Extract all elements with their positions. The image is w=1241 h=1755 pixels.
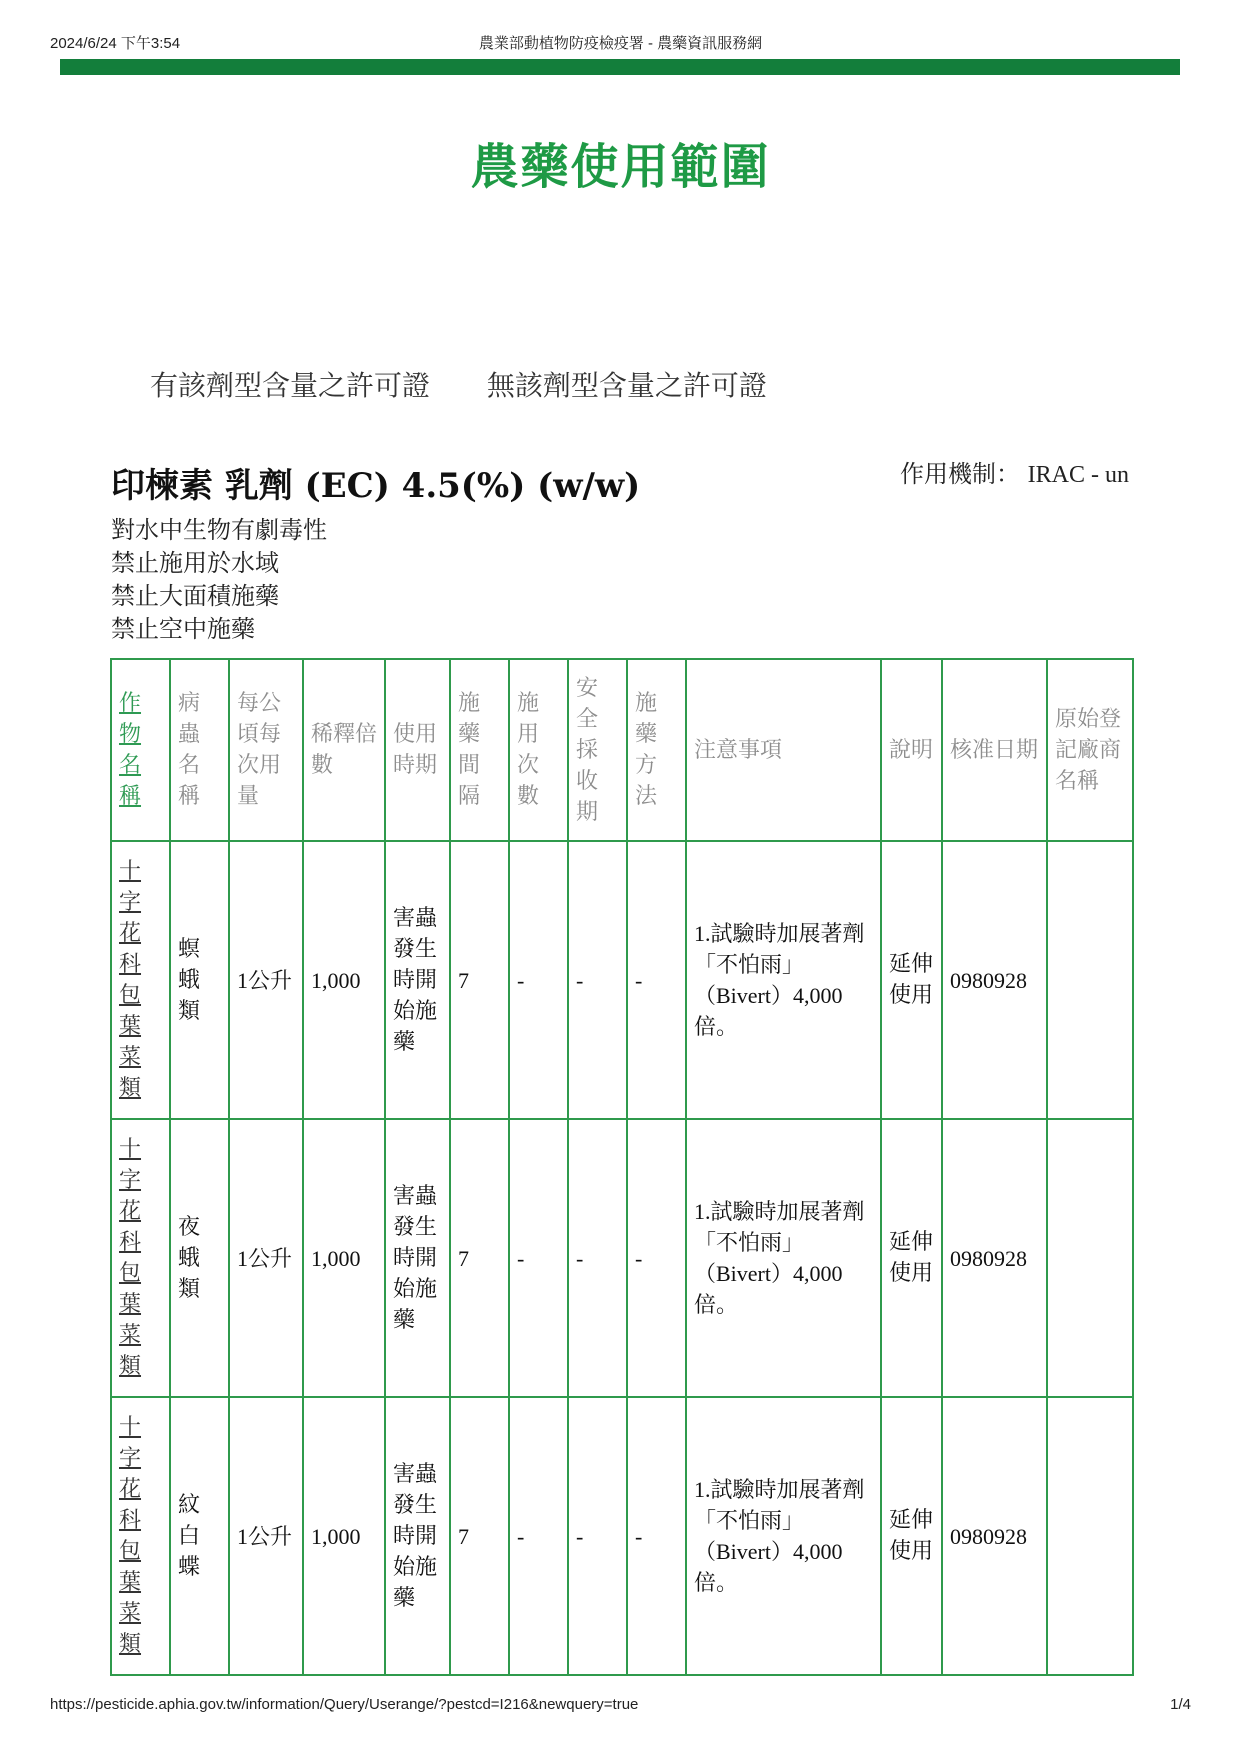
header-method: 施藥方法 (627, 659, 686, 841)
dosage-cell: 1公升 (229, 841, 303, 1119)
table-row (111, 841, 1133, 1119)
usage-table (110, 658, 1134, 1676)
notes-cell: 1.試驗時加展著劑「不怕雨」（Bivert）4,000倍。 (686, 1119, 881, 1397)
print-url: https://pesticide.aphia.gov.tw/information/Query/Userange/?pestcd=I216&newquery=true (50, 1696, 639, 1713)
dosage-cell: 1公升 (229, 1397, 303, 1675)
with-license-link[interactable]: 有該劑型含量之許可證 (150, 369, 431, 402)
registrant-cell (1047, 1397, 1133, 1675)
mechanism-label: 作用機制： (900, 460, 1021, 488)
dilution-cell: 1,000 (303, 1397, 385, 1675)
header-times: 施用次數 (509, 659, 568, 841)
header-pest: 病蟲名稱 (170, 659, 229, 841)
crop-link[interactable]: 十字花科包葉菜類 (111, 1397, 170, 1675)
dilution-cell: 1,000 (303, 841, 385, 1119)
warning-item: 禁止施用於水域 (111, 549, 279, 577)
header-registrant: 原始登記廠商名稱 (1047, 659, 1133, 841)
table-row (111, 1397, 1133, 1675)
header-dilution: 稀釋倍數 (303, 659, 385, 841)
method-cell: - (627, 841, 686, 1119)
warning-item: 禁止空中施藥 (111, 615, 255, 643)
without-license-link[interactable]: 無該劑型含量之許可證 (486, 369, 767, 402)
print-timestamp: 2024/6/24 下午3:54 (50, 35, 181, 52)
print-page-number: 1/4 (1170, 1696, 1191, 1713)
times-cell: - (509, 1397, 568, 1675)
approval-cell: 0980928 (942, 1119, 1047, 1397)
notes-cell: 1.試驗時加展著劑「不怕雨」（Bivert）4,000倍。 (686, 841, 881, 1119)
pest-cell: 螟蛾類 (170, 841, 229, 1119)
header-notes: 注意事項 (686, 659, 881, 841)
table-row (111, 1119, 1133, 1397)
times-cell: - (509, 841, 568, 1119)
approval-cell: 0980928 (942, 841, 1047, 1119)
timing-cell: 害蟲發生時開始施藥 (385, 1119, 450, 1397)
timing-cell: 害蟲發生時開始施藥 (385, 1397, 450, 1675)
remark-cell: 延伸使用 (881, 1119, 942, 1397)
harvest-cell: - (568, 1397, 627, 1675)
warning-list (111, 514, 327, 646)
header-approval: 核准日期 (942, 659, 1047, 841)
mechanism-info (900, 454, 1129, 489)
page-title: 農藥使用範圍 (470, 139, 771, 195)
timing-cell: 害蟲發生時開始施藥 (385, 841, 450, 1119)
crop-link[interactable]: 十字花科包葉菜類 (111, 1119, 170, 1397)
times-cell: - (509, 1119, 568, 1397)
remark-cell: 延伸使用 (881, 841, 942, 1119)
approval-cell: 0980928 (942, 1397, 1047, 1675)
crop-link[interactable]: 十字花科包葉菜類 (111, 841, 170, 1119)
pest-cell: 夜蛾類 (170, 1119, 229, 1397)
warning-item: 對水中生物有劇毒性 (111, 516, 327, 544)
dosage-cell: 1公升 (229, 1119, 303, 1397)
header-remark: 說明 (881, 659, 942, 841)
method-cell: - (627, 1397, 686, 1675)
interval-cell: 7 (450, 1397, 509, 1675)
pest-cell: 紋白蝶 (170, 1397, 229, 1675)
dilution-cell: 1,000 (303, 1119, 385, 1397)
interval-cell: 7 (450, 1119, 509, 1397)
registrant-cell (1047, 841, 1133, 1119)
header-banner-bar (60, 59, 1180, 75)
registrant-cell (1047, 1119, 1133, 1397)
product-name: 印楝素 乳劑 (EC) 4.5(%) (w/w) (111, 466, 641, 506)
license-filter-links (150, 364, 815, 404)
mechanism-value: IRAC - un (1027, 462, 1129, 488)
print-header (50, 32, 1191, 52)
interval-cell: 7 (450, 841, 509, 1119)
method-cell: - (627, 1119, 686, 1397)
harvest-cell: - (568, 1119, 627, 1397)
table-header-row (111, 659, 1133, 841)
remark-cell: 延伸使用 (881, 1397, 942, 1675)
warning-item: 禁止大面積施藥 (111, 582, 279, 610)
header-harvest: 安全採收期 (568, 659, 627, 841)
header-crop[interactable]: 作物名稱 (111, 659, 170, 841)
header-interval: 施藥間隔 (450, 659, 509, 841)
harvest-cell: - (568, 841, 627, 1119)
print-page-title: 農業部動植物防疫檢疫署 - 農藥資訊服務網 (478, 35, 763, 52)
header-timing: 使用時期 (385, 659, 450, 841)
print-footer (50, 1696, 1191, 1713)
notes-cell: 1.試驗時加展著劑「不怕雨」（Bivert）4,000倍。 (686, 1397, 881, 1675)
header-dosage: 每公頃每次用量 (229, 659, 303, 841)
